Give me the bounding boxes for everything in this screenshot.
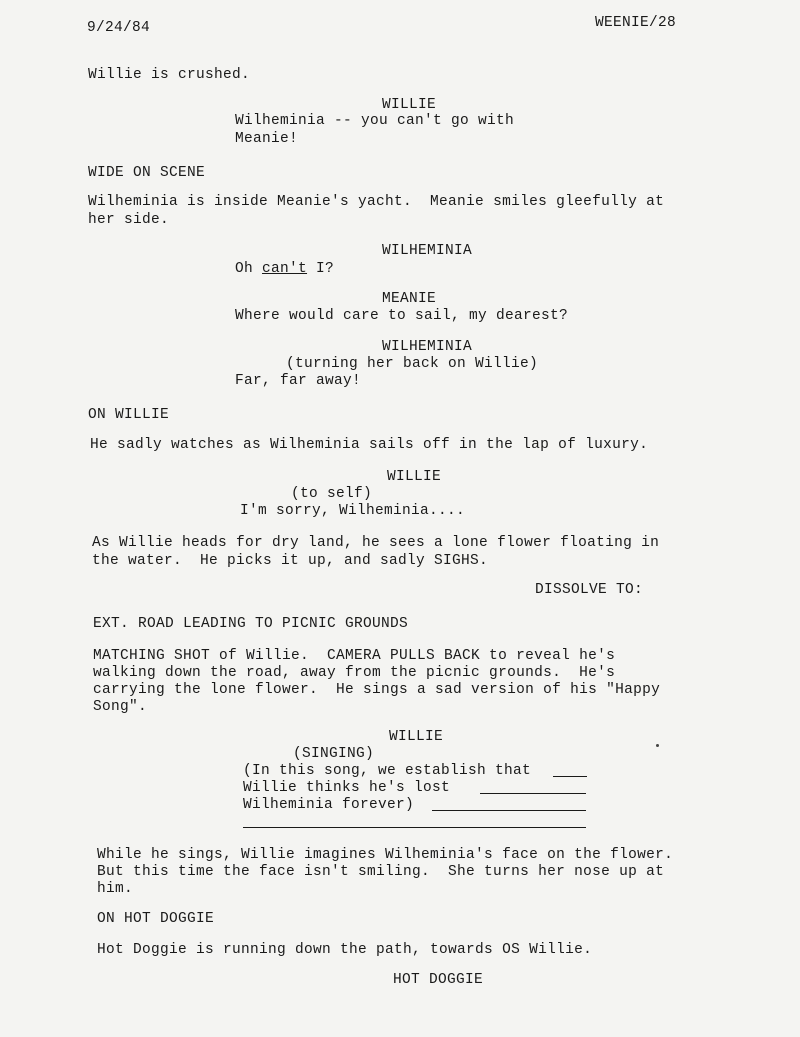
action-line: Willie is crushed. bbox=[88, 67, 251, 83]
action-line: MATCHING SHOT of Willie. CAMERA PULLS BACK to reveal he's bbox=[93, 648, 616, 664]
character-name: WILLIE bbox=[382, 97, 437, 113]
action-line: him. bbox=[97, 881, 134, 897]
dialogue-line: Willie thinks he's lost bbox=[243, 780, 451, 796]
blank-fill-line bbox=[243, 827, 586, 828]
ink-speck bbox=[656, 744, 659, 747]
dialogue-line: I'm sorry, Wilheminia.... bbox=[240, 503, 466, 519]
dialogue-line: (In this song, we establish that bbox=[243, 763, 532, 779]
dialogue-line: Wilheminia -- you can't go with bbox=[235, 113, 515, 129]
scene-heading: EXT. ROAD LEADING TO PICNIC GROUNDS bbox=[93, 616, 409, 632]
parenthetical: (turning her back on Willie) bbox=[286, 356, 539, 372]
parenthetical: (SINGING) bbox=[293, 746, 375, 762]
action-line: carrying the lone flower. He sings a sad version of his "Happy bbox=[93, 682, 661, 698]
action-line: But this time the face isn't smiling. She turns her nose up at bbox=[97, 864, 665, 880]
action-line: As Willie heads for dry land, he sees a lone flower floating in bbox=[92, 535, 660, 551]
action-line: walking down the road, away from the picnic grounds. He's bbox=[93, 665, 616, 681]
dialogue-line: Far, far away! bbox=[235, 373, 362, 389]
header-page-number: WEENIE/28 bbox=[595, 15, 677, 31]
parenthetical: (to self) bbox=[291, 486, 373, 502]
character-name: HOT DOGGIE bbox=[393, 972, 484, 988]
blank-fill-line bbox=[553, 776, 587, 777]
scene-heading: WIDE ON SCENE bbox=[88, 165, 206, 181]
action-line: Song". bbox=[93, 699, 148, 715]
header-date: 9/24/84 bbox=[87, 20, 151, 36]
action-line: her side. bbox=[88, 212, 170, 228]
character-name: MEANIE bbox=[382, 291, 437, 307]
character-name: WILLIE bbox=[389, 729, 444, 745]
scene-heading: ON WILLIE bbox=[88, 407, 170, 423]
character-name: WILLIE bbox=[387, 469, 442, 485]
scene-heading: ON HOT DOGGIE bbox=[97, 911, 215, 927]
action-line: He sadly watches as Wilheminia sails off in the lap of luxury. bbox=[90, 437, 649, 453]
action-line: While he sings, Willie imagines Wilheminia's face on the flower. bbox=[97, 847, 674, 863]
blank-fill-line bbox=[480, 793, 586, 794]
character-name: WILHEMINIA bbox=[382, 243, 473, 259]
dialogue-line: Wilheminia forever) bbox=[243, 797, 415, 813]
action-line: Wilheminia is inside Meanie's yacht. Meanie smiles gleefully at bbox=[88, 194, 665, 210]
action-line: Hot Doggie is running down the path, towards OS Willie. bbox=[97, 942, 593, 958]
dialogue-line: Where would care to sail, my dearest? bbox=[235, 308, 569, 324]
underlined-emphasis: can't bbox=[262, 261, 308, 277]
blank-fill-line bbox=[432, 810, 586, 811]
dialogue-text: Oh bbox=[235, 261, 263, 277]
character-name: WILHEMINIA bbox=[382, 339, 473, 355]
action-line: the water. He picks it up, and sadly SIGHS. bbox=[92, 553, 489, 569]
dialogue-line bbox=[235, 261, 334, 278]
dialogue-line: Meanie! bbox=[235, 131, 299, 147]
dialogue-text: I? bbox=[307, 261, 335, 277]
transition: DISSOLVE TO: bbox=[535, 582, 644, 598]
